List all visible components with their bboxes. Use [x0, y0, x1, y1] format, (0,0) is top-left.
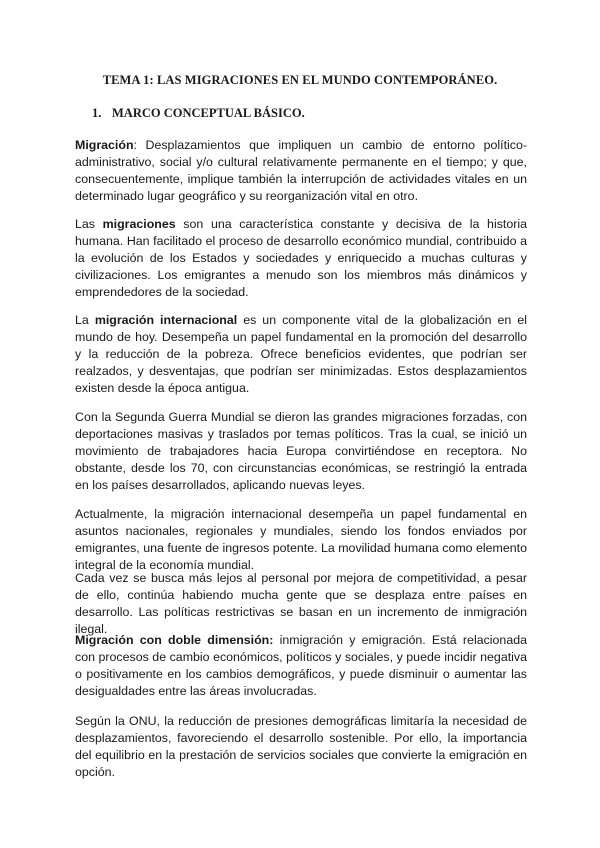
paragraph-text: Cada vez se busca más lejos al personal por mejora de competitividad, a pesar de ello, continúa habiendo mucha gente que se desplaza entre países en desarrollo. Las políticas restrictivas se basan en un incremento de inmigración ilegal. [75, 571, 527, 636]
paragraph-text: es un componente vital de la globalización en el mundo de hoy. Desempeña un papel fundamental en la promoción del desarrollo y la reducción de la pobreza. Ofrece beneficios evidentes, que podrían ser realzados, y desventajas, que podrían ser minimizadas. Estos desplazamientos existen desde la época antigua. [75, 313, 527, 395]
term-doble-dimension: Migración con doble dimensión: [75, 633, 274, 647]
paragraph-text: Según la ONU, la reducción de presiones demográficas limitaría la necesidad de desplazamientos, favoreciendo el desarrollo sostenible. Por ello, la importancia del equilibrio en la prestación de servicios sociales que convierte la emigración en opción. [75, 714, 527, 779]
paragraph-text: Con la Segunda Guerra Mundial se dieron las grandes migraciones forzadas, con deportaciones masivas y traslados por temas políticos. Tras la cual, se inició un movimiento de trabajadores hacia Europa convirtiéndose en receptora. No obstante, desde los 70, con circunstancias económicas, se restringió la entrada en los países desarrollados, aplicando nuevas leyes. [75, 410, 527, 492]
paragraph-text: inmigración y emigración. Está relacionada con procesos de cambio económicos, políticos y sociales, y puede incidir negativa o positivamente en los cambios demográficos, y puede disminuir o aumentar las desigualdades entre las áreas involucradas. [75, 633, 527, 698]
paragraph-segunda-guerra [75, 409, 527, 494]
term-migracion: Migración [75, 138, 134, 152]
section-title: MARCO CONCEPTUAL BÁSICO. [112, 106, 305, 120]
paragraph-lead: Las [75, 217, 103, 231]
paragraph-onu [75, 713, 527, 781]
section-number: 1. [92, 106, 102, 120]
term-migraciones: migraciones [102, 217, 176, 231]
paragraph-lead: La [75, 313, 95, 327]
term-migracion-internacional: migración internacional [94, 313, 238, 327]
paragraph-migraciones [75, 216, 527, 301]
paragraph-text: son una característica constante y decisiva de la historia humana. Han facilitado el proceso de desarrollo económico mundial, contribuido a la evolución de los Estados y sociedades y enriquecido a muchas culturas y civilizaciones. Los emigrantes a menudo son los miembros más dinámicos y emprendedores de la sociedad. [75, 217, 527, 299]
paragraph-doble-dimension [75, 632, 527, 700]
paragraph-migracion-internacional [75, 312, 527, 397]
paragraph-text: : Desplazamientos que impliquen un cambio de entorno político-administrativo, social y/o cultural relativamente permanente en el tiempo; y que, consecuentemente, implique también la interrupción de actividades vitales en un determinado lugar geográfico y su reorganización vital en otro. [75, 138, 527, 203]
document-title: TEMA 1: LAS MIGRACIONES EN EL MUNDO CONTEMPORÁNEO. [102, 73, 498, 87]
paragraph-competitividad [75, 570, 527, 638]
paragraph-migracion-definition [75, 137, 527, 205]
paragraph-text: Actualmente, la migración internacional desempeña un papel fundamental en asuntos nacionales, regionales y mundiales, siendo los fondos enviados por emigrantes, una fuente de ingresos potente. La movilidad humana como elemento integral de la economía mundial. [75, 507, 527, 572]
paragraph-actualmente [75, 506, 527, 574]
section-heading [92, 106, 305, 121]
